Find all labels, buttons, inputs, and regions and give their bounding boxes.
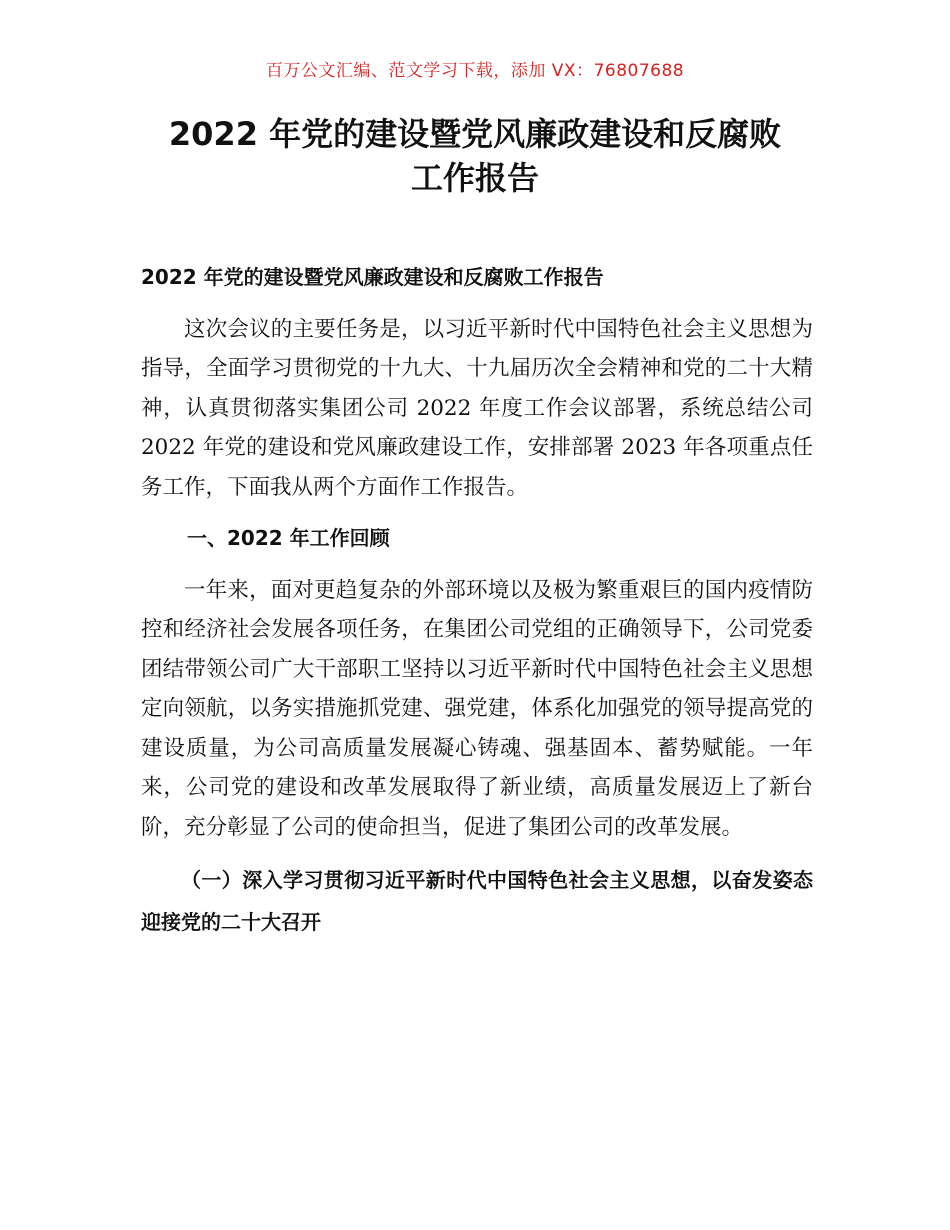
document-title: [120, 112, 830, 200]
title-line-2: 工作报告: [410, 159, 539, 197]
subsection-heading-1: （一）深入学习贯彻习近平新时代中国特色社会主义思想，以奋发姿态迎接党的二十大召开: [141, 868, 813, 934]
section-1-paragraph: 一年来，面对更趋复杂的外部环境以及极为繁重艰巨的国内疫情防控和经济社会发展各项任务，在集团公司党组的正确领导下，公司党委团结带领公司广大干部职工坚持以习近平新时代中国特色社会主义思想定向领航，以务实措施抓党建、强党建，体系化加强党的领导提高党的建设质量，为公司高质量发展凝心铸魂、强基固本、蓄势赋能。一年来，公司党的建设和改革发展取得了新业绩，高质量发展迈上了新台阶，充分彰显了公司的使命担当，促进了集团公司的改革发展。: [141, 577, 813, 840]
section-heading-1: 一、2022 年工作回顾: [187, 526, 390, 550]
document-subtitle: 2022 年党的建设暨党风廉政建设和反腐败工作报告: [141, 265, 604, 289]
title-line-1: 2022 年党的建设暨党风廉政建设和反腐败: [168, 115, 782, 153]
intro-paragraph: 这次会议的主要任务是，以习近平新时代中国特色社会主义思想为指导，全面学习贯彻党的十九大、十九届历次全会精神和党的二十大精神，认真贯彻落实集团公司 2022 年度工作会议部署，系统总结公司 2022 年党的建设和党风廉政建设工作，安排部署 2023 年各项重点任务工作，下面我从两个方面作工作报告。: [141, 316, 813, 500]
document-body: [141, 258, 813, 943]
watermark-header: 百万公文汇编、范文学习下载，添加 VX：76807688: [265, 61, 685, 81]
